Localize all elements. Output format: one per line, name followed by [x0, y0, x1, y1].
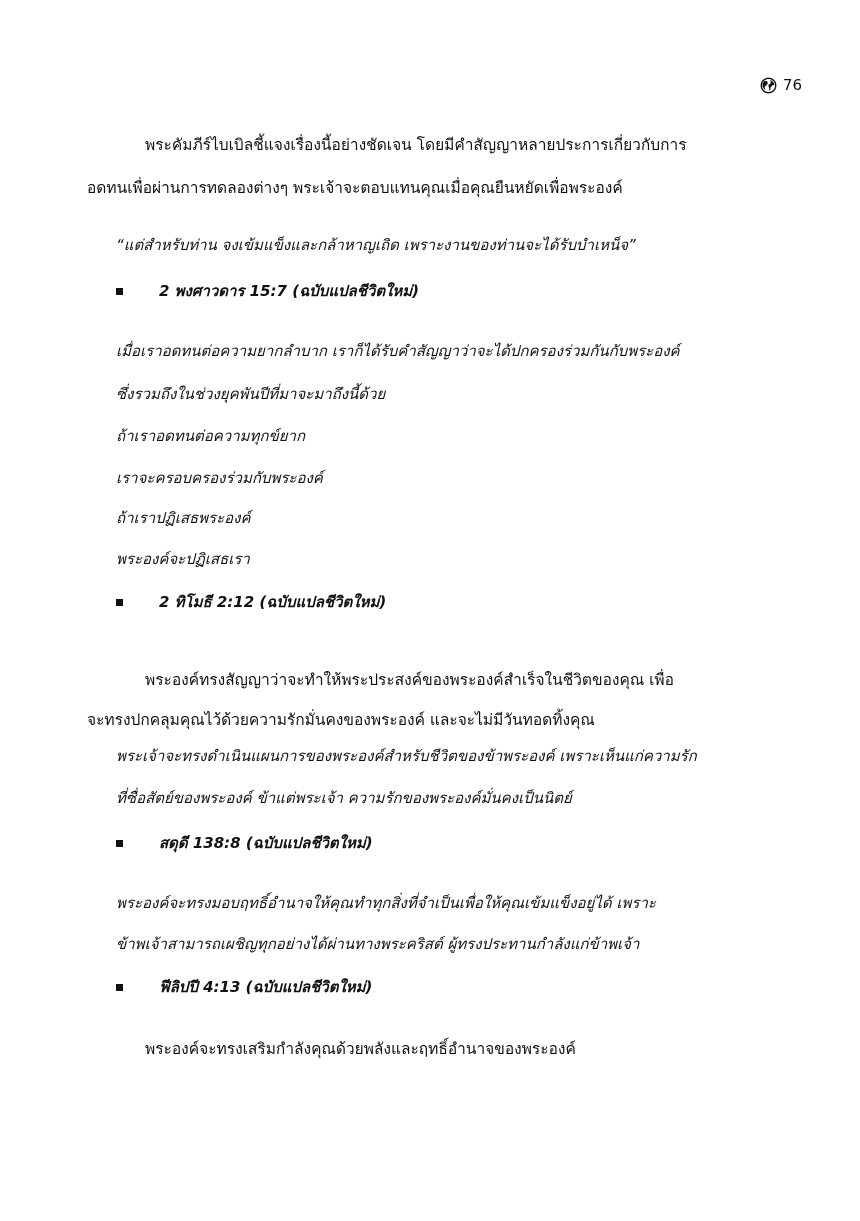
paragraph-line: อดทนเพื่อผ่านการทดลองต่างๆ พระเจ้าจะตอบแทนคุณเมื่อคุณยืนหยัดเพื่อพระองค์: [87, 179, 623, 197]
scripture-quote-line: พระองค์จะทรงมอบฤทธิ์อำนาจให้คุณทำทุกสิ่งที่จำเป็นเพื่อให้คุณเข้มแข็งอยู่ได้ เพราะ: [116, 894, 656, 912]
scripture-quote-line: ซึ่งรวมถึงในช่วงยุคพันปีที่มาจะมาถึงนี้ด้วย: [116, 385, 386, 403]
paragraph-line: พระองค์จะทรงเสริมกำลังคุณด้วยพลังและฤทธิ์อำนาจของพระองค์: [145, 1040, 576, 1058]
reference-text: 2 ทิโมธี 2:12 (ฉบับแปลชีวิตใหม่): [159, 593, 387, 611]
scripture-reference: [116, 831, 373, 855]
paragraph-line: พระคัมภีร์ไบเบิลชี้แจงเรื่องนี้อย่างชัดเจน โดยมีคำสัญญาหลายประการเกี่ยวกับการ: [145, 136, 687, 154]
scripture-reference: [116, 279, 419, 303]
paragraph-line: พระองค์ทรงสัญญาว่าจะทำให้พระประสงค์ของพระองค์สำเร็จในชีวิตของคุณ เพื่อ: [145, 671, 674, 689]
scripture-quote-line: เมื่อเราอดทนต่อความยากลำบาก เราก็ได้รับคำสัญญาว่าจะได้ปกครองร่วมกันกับพระองค์: [116, 342, 680, 360]
reference-text: 2 พงศาวดาร 15:7 (ฉบับแปลชีวิตใหม่): [159, 282, 420, 300]
scripture-quote-line: ที่ซื่อสัตย์ของพระองค์ ข้าแต่พระเจ้า ความรักของพระองค์มั่นคงเป็นนิตย์: [116, 789, 572, 807]
square-bullet-icon: [116, 288, 123, 295]
scripture-quote-line: ถ้าเราปฏิเสธพระองค์: [116, 509, 251, 527]
scripture-quote-line: ถ้าเราอดทนต่อความทุกข์ยาก: [116, 427, 306, 445]
page-number: 76: [782, 76, 802, 94]
square-bullet-icon: [116, 984, 123, 991]
scripture-quote-line: พระเจ้าจะทรงดำเนินแผนการของพระองค์สำหรับชีวิตของข้าพระองค์ เพราะเห็นแก่ความรัก: [116, 747, 697, 765]
reference-text: สดุดี 138:8 (ฉบับแปลชีวิตใหม่): [159, 834, 373, 852]
scripture-reference: [116, 590, 386, 614]
square-bullet-icon: [116, 840, 123, 847]
page-header: [760, 76, 802, 94]
scripture-quote-line: พระองค์จะปฏิเสธเรา: [116, 550, 250, 568]
reference-text: ฟีลิปปี 4:13 (ฉบับแปลชีวิตใหม่): [159, 978, 373, 996]
paragraph-line: จะทรงปกคลุมคุณไว้ด้วยความรักมั่นคงของพระองค์ และจะไม่มีวันทอดทิ้งคุณ: [87, 711, 595, 729]
scripture-reference: [116, 975, 372, 999]
scripture-quote-line: ข้าพเจ้าสามารถเผชิญทุกอย่างได้ผ่านทางพระคริสต์ ผู้ทรงประทานกำลังแก่ข้าพเจ้า: [116, 935, 640, 953]
globe-icon: [760, 77, 777, 94]
square-bullet-icon: [116, 599, 123, 606]
scripture-quote-line: เราจะครอบครองร่วมกับพระองค์: [116, 469, 323, 487]
scripture-quote-line: “แต่สำหรับท่าน จงเข้มแข็งและกล้าหาญเถิด เพราะงานของท่านจะได้รับบำเหน็จ”: [116, 236, 636, 254]
